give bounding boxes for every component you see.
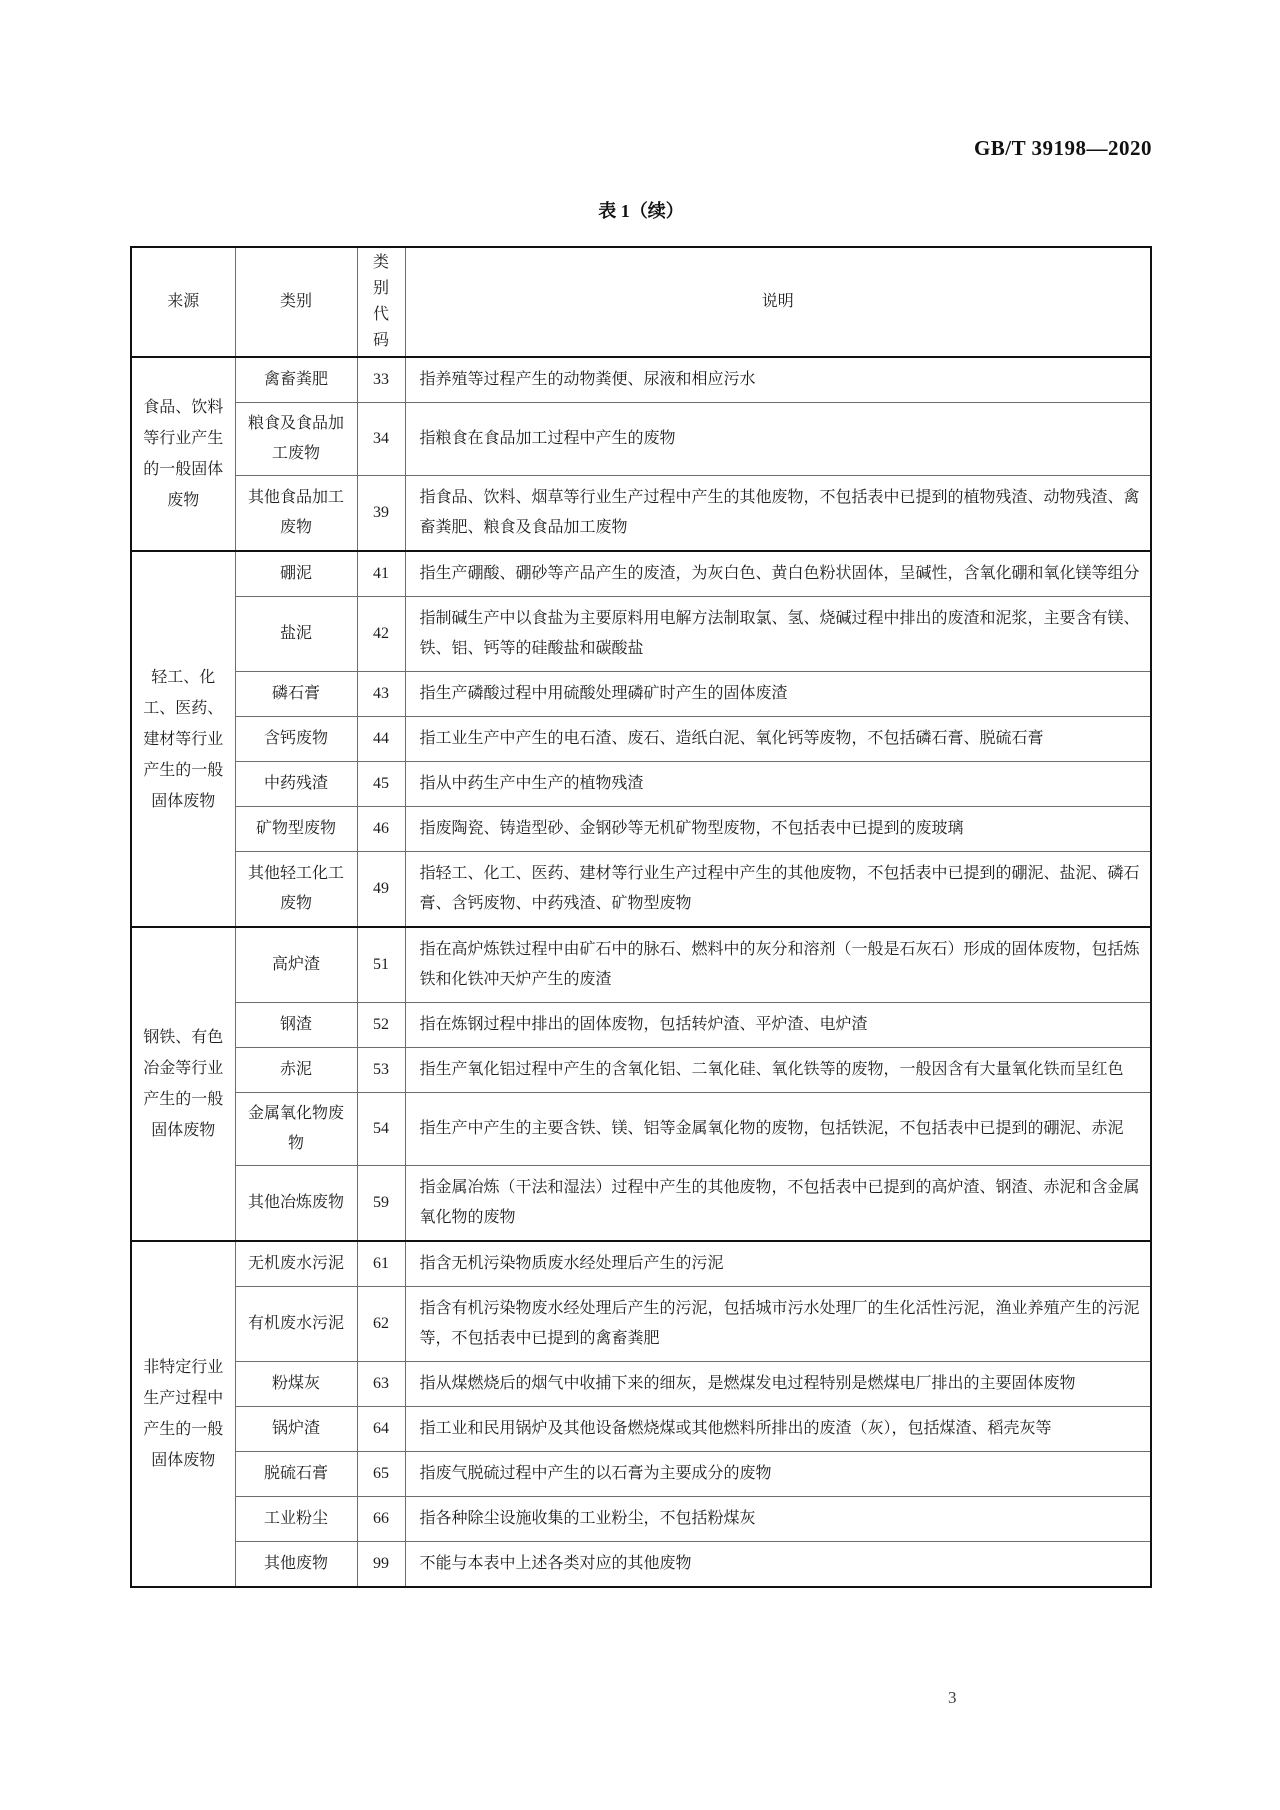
description-cell: 指制碱生产中以食盐为主要原料用电解方法制取氯、氢、烧碱过程中排出的废渣和泥浆，主要含有镁、铁、铝、钙等的硅酸盐和碳酸盐 xyxy=(405,597,1151,672)
code-cell: 34 xyxy=(357,403,405,476)
source-cell: 非特定行业生产过程中产生的一般固体废物 xyxy=(131,1241,235,1587)
category-cell: 硼泥 xyxy=(235,551,357,597)
category-cell: 工业粉尘 xyxy=(235,1497,357,1542)
category-cell: 中药残渣 xyxy=(235,762,357,807)
table-row xyxy=(131,1166,1151,1242)
description-cell: 不能与本表中上述各类对应的其他废物 xyxy=(405,1542,1151,1588)
waste-classification-table xyxy=(130,246,1152,1588)
code-cell: 66 xyxy=(357,1497,405,1542)
source-cell: 轻工、化工、医药、建材等行业产生的一般固体废物 xyxy=(131,551,235,927)
category-cell: 含钙废物 xyxy=(235,717,357,762)
code-cell: 39 xyxy=(357,476,405,552)
category-cell: 锅炉渣 xyxy=(235,1407,357,1452)
table-row xyxy=(131,1003,1151,1048)
table-row xyxy=(131,1287,1151,1362)
category-cell: 其他冶炼废物 xyxy=(235,1166,357,1242)
source-cell: 食品、饮料等行业产生的一般固体废物 xyxy=(131,357,235,551)
description-cell: 指含无机污染物质废水经处理后产生的污泥 xyxy=(405,1241,1151,1287)
description-cell: 指粮食在食品加工过程中产生的废物 xyxy=(405,403,1151,476)
description-cell: 指生产中产生的主要含铁、镁、铝等金属氧化物的废物，包括铁泥，不包括表中已提到的硼泥、赤泥 xyxy=(405,1093,1151,1166)
code-cell: 59 xyxy=(357,1166,405,1242)
description-cell: 指生产磷酸过程中用硫酸处理磷矿时产生的固体废渣 xyxy=(405,672,1151,717)
category-cell: 其他食品加工废物 xyxy=(235,476,357,552)
code-cell: 63 xyxy=(357,1362,405,1407)
description-cell: 指在炼钢过程中排出的固体废物，包括转炉渣、平炉渣、电炉渣 xyxy=(405,1003,1151,1048)
header-description: 说明 xyxy=(405,247,1151,357)
table-row xyxy=(131,1497,1151,1542)
code-cell: 54 xyxy=(357,1093,405,1166)
category-cell: 其他废物 xyxy=(235,1542,357,1588)
table-row xyxy=(131,672,1151,717)
description-cell: 指金属冶炼（干法和湿法）过程中产生的其他废物，不包括表中已提到的高炉渣、钢渣、赤泥和含金属氧化物的废物 xyxy=(405,1166,1151,1242)
table-row xyxy=(131,551,1151,597)
description-cell: 指废陶瓷、铸造型砂、金钢砂等无机矿物型废物，不包括表中已提到的废玻璃 xyxy=(405,807,1151,852)
table-row xyxy=(131,1542,1151,1588)
table-row xyxy=(131,1241,1151,1287)
table-row xyxy=(131,807,1151,852)
table-title: 表 1（续） xyxy=(598,201,684,221)
table-row xyxy=(131,476,1151,552)
description-cell: 指轻工、化工、医药、建材等行业生产过程中产生的其他废物，不包括表中已提到的硼泥、盐泥、磷石膏、含钙废物、中药残渣、矿物型废物 xyxy=(405,852,1151,928)
category-cell: 盐泥 xyxy=(235,597,357,672)
table-header xyxy=(131,247,1151,357)
header-row xyxy=(131,247,1151,357)
description-cell: 指工业生产中产生的电石渣、废石、造纸白泥、氧化钙等废物，不包括磷石膏、脱硫石膏 xyxy=(405,717,1151,762)
category-cell: 高炉渣 xyxy=(235,927,357,1003)
code-cell: 41 xyxy=(357,551,405,597)
code-cell: 43 xyxy=(357,672,405,717)
table-row xyxy=(131,357,1151,403)
description-cell: 指在高炉炼铁过程中由矿石中的脉石、燃料中的灰分和溶剂（一般是石灰石）形成的固体废物，包括炼铁和化铁冲天炉产生的废渣 xyxy=(405,927,1151,1003)
description-cell: 指从煤燃烧后的烟气中收捕下来的细灰，是燃煤发电过程特别是燃煤电厂排出的主要固体废物 xyxy=(405,1362,1151,1407)
code-cell: 53 xyxy=(357,1048,405,1093)
category-cell: 脱硫石膏 xyxy=(235,1452,357,1497)
code-cell: 61 xyxy=(357,1241,405,1287)
code-cell: 64 xyxy=(357,1407,405,1452)
category-cell: 其他轻工化工废物 xyxy=(235,852,357,928)
table-row xyxy=(131,403,1151,476)
table-row xyxy=(131,717,1151,762)
code-cell: 99 xyxy=(357,1542,405,1588)
table-row xyxy=(131,1048,1151,1093)
code-cell: 42 xyxy=(357,597,405,672)
table-row xyxy=(131,1407,1151,1452)
code-cell: 62 xyxy=(357,1287,405,1362)
page-number: 3 xyxy=(948,1688,957,1707)
description-cell: 指生产氧化铝过程中产生的含氧化铝、二氧化硅、氧化铁等的废物，一般因含有大量氧化铁而呈红色 xyxy=(405,1048,1151,1093)
category-cell: 粉煤灰 xyxy=(235,1362,357,1407)
description-cell: 指养殖等过程产生的动物粪便、尿液和相应污水 xyxy=(405,357,1151,403)
category-cell: 金属氧化物废物 xyxy=(235,1093,357,1166)
table-body xyxy=(131,357,1151,1587)
description-cell: 指生产硼酸、硼砂等产品产生的废渣，为灰白色、黄白色粉状固体，呈碱性，含氧化硼和氧化镁等组分 xyxy=(405,551,1151,597)
description-cell: 指工业和民用锅炉及其他设备燃烧煤或其他燃料所排出的废渣（灰），包括煤渣、稻壳灰等 xyxy=(405,1407,1151,1452)
table-row xyxy=(131,762,1151,807)
code-cell: 49 xyxy=(357,852,405,928)
header-category: 类别 xyxy=(235,247,357,357)
code-cell: 65 xyxy=(357,1452,405,1497)
category-cell: 有机废水污泥 xyxy=(235,1287,357,1362)
description-cell: 指废气脱硫过程中产生的以石膏为主要成分的废物 xyxy=(405,1452,1151,1497)
source-cell: 钢铁、有色冶金等行业产生的一般固体废物 xyxy=(131,927,235,1241)
category-cell: 磷石膏 xyxy=(235,672,357,717)
category-cell: 赤泥 xyxy=(235,1048,357,1093)
standard-number: GB/T 39198—2020 xyxy=(973,136,1152,160)
table-row xyxy=(131,1093,1151,1166)
table-row xyxy=(131,597,1151,672)
code-cell: 44 xyxy=(357,717,405,762)
header-code: 类别代码 xyxy=(357,247,405,357)
code-cell: 46 xyxy=(357,807,405,852)
code-cell: 33 xyxy=(357,357,405,403)
category-cell: 钢渣 xyxy=(235,1003,357,1048)
category-cell: 粮食及食品加工废物 xyxy=(235,403,357,476)
table-row xyxy=(131,1452,1151,1497)
description-cell: 指各种除尘设施收集的工业粉尘，不包括粉煤灰 xyxy=(405,1497,1151,1542)
table-row xyxy=(131,1362,1151,1407)
table-row xyxy=(131,852,1151,928)
code-cell: 51 xyxy=(357,927,405,1003)
code-cell: 52 xyxy=(357,1003,405,1048)
description-cell: 指食品、饮料、烟草等行业生产过程中产生的其他废物，不包括表中已提到的植物残渣、动物残渣、禽畜粪肥、粮食及食品加工废物 xyxy=(405,476,1151,552)
category-cell: 矿物型废物 xyxy=(235,807,357,852)
description-cell: 指含有机污染物废水经处理后产生的污泥，包括城市污水处理厂的生化活性污泥，渔业养殖产生的污泥等，不包括表中已提到的禽畜粪肥 xyxy=(405,1287,1151,1362)
description-cell: 指从中药生产中生产的植物残渣 xyxy=(405,762,1151,807)
code-cell: 45 xyxy=(357,762,405,807)
category-cell: 禽畜粪肥 xyxy=(235,357,357,403)
category-cell: 无机废水污泥 xyxy=(235,1241,357,1287)
header-source: 来源 xyxy=(131,247,235,357)
table-row xyxy=(131,927,1151,1003)
